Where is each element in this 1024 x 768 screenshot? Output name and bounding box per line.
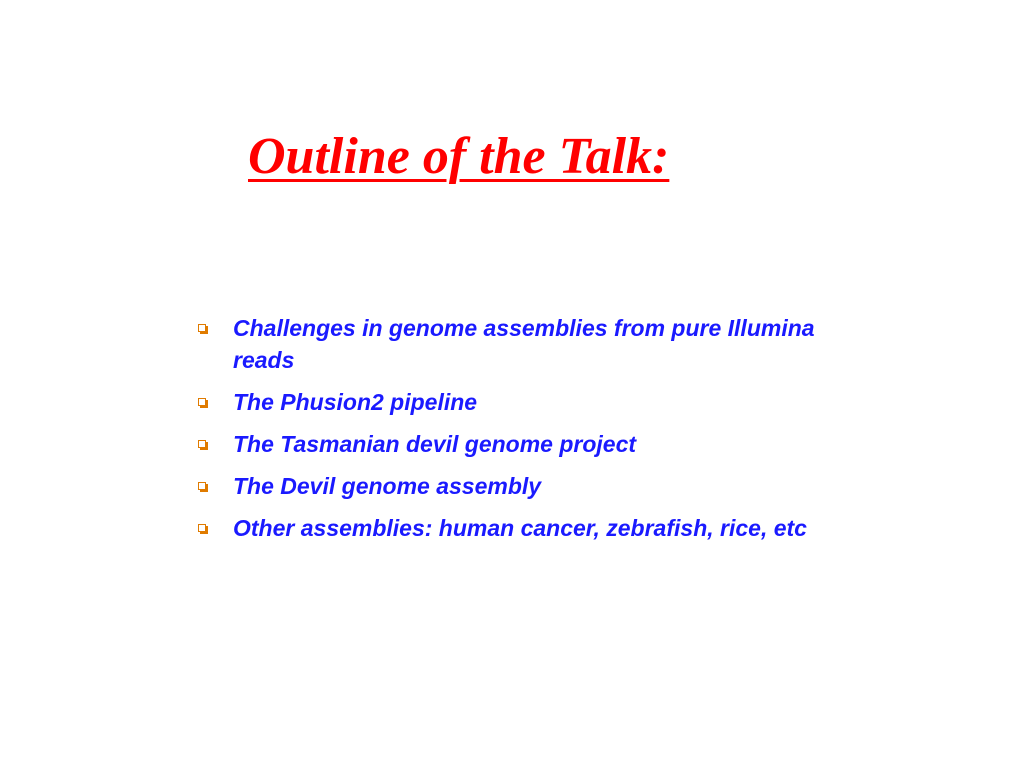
- list-item: [196, 312, 856, 376]
- list-item: [196, 512, 856, 544]
- slide-title: Outline of the Talk:: [248, 128, 670, 185]
- hollow-square-bullet-icon: [198, 524, 206, 532]
- bullet-text: Other assemblies: human cancer, zebrafish, rice, etc: [233, 515, 807, 541]
- bullet-text: The Tasmanian devil genome project: [233, 431, 637, 457]
- list-item: [196, 470, 856, 502]
- hollow-square-bullet-icon: [198, 440, 206, 448]
- hollow-square-bullet-icon: [198, 482, 206, 490]
- hollow-square-bullet-icon: [198, 324, 206, 332]
- bullet-text: The Phusion2 pipeline: [233, 389, 478, 415]
- list-item: [196, 428, 856, 460]
- hollow-square-bullet-icon: [198, 398, 206, 406]
- list-item: [196, 386, 856, 418]
- bullet-list: [196, 312, 856, 554]
- bullet-text: Challenges in genome assemblies from pure Illumina reads: [233, 315, 815, 373]
- bullet-text: The Devil genome assembly: [233, 473, 542, 499]
